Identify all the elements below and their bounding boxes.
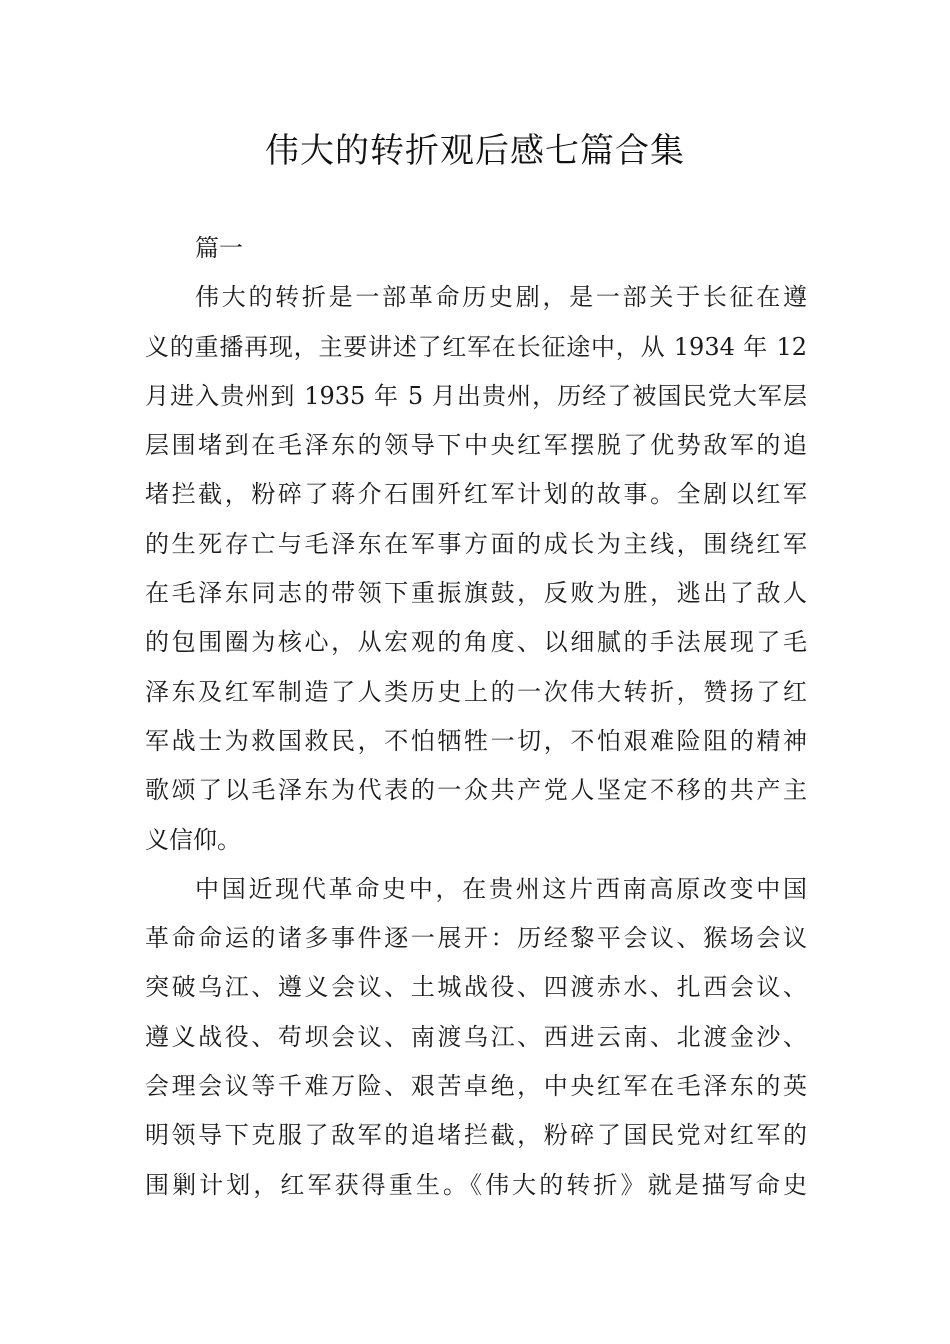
paragraph-line: 堵拦截，粉碎了蒋介石围歼红军计划的故事。全剧以红军 [145,480,807,509]
paragraph-line: 会理会议等千难万险、艰苦卓绝，中央红军在毛泽东的英 [145,1072,807,1101]
paragraph-line: 革命命运的诸多事件逐一展开：历经黎平会议、猴场会议 [145,924,807,953]
paragraph-line: 层围堵到在毛泽东的领导下中央红军摆脱了优势敌军的追 [145,431,807,460]
paragraph-line: 月进入贵州到 1935 年 5 月出贵州，历经了被国民党大军层 [145,381,807,410]
paragraph-line: 义的重播再现，主要讲述了红军在长征途中，从 1934 年 12 [145,332,807,361]
paragraph-line: 突破乌江、遵义会议、土城战役、四渡赤水、扎西会议、 [145,973,807,1002]
section-heading: 篇一 [195,234,243,262]
paragraph-line: 伟大的转折是一部革命历史剧，是一部关于长征在遵 [195,283,807,312]
paragraph-line: 义信仰。 [145,825,241,854]
paragraph-line: 围剿计划，红军获得重生。《伟大的转折》就是描写命史 [145,1170,807,1199]
document-title: 伟大的转折观后感七篇合集 [265,131,685,171]
paragraph-2 [145,865,807,1210]
document-body [145,224,807,1210]
paragraph-line: 遵义战役、苟坝会议、南渡乌江、西进云南、北渡金沙、 [145,1022,807,1051]
paragraph-line: 的生死存亡与毛泽东在军事方面的成长为主线，围绕红军 [145,529,807,558]
paragraph-line: 泽东及红军制造了人类历史上的一次伟大转折，赞扬了红 [145,677,807,706]
paragraph-line: 的包围圈为核心，从宏观的角度、以细腻的手法展现了毛 [145,628,807,657]
paragraph-line: 中国近现代革命史中，在贵州这片西南高原改变中国 [195,874,807,903]
paragraph-line: 明领导下克服了敌军的追堵拦截，粉碎了国民党对红军的 [145,1121,807,1150]
paragraph-1 [145,273,807,865]
paragraph-line: 歌颂了以毛泽东为代表的一众共产党人坚定不移的共产主 [145,776,807,805]
paragraph-line: 在毛泽东同志的带领下重振旗鼓，反败为胜，逃出了敌人 [145,579,807,608]
paragraph-line: 军战士为救国救民，不怕牺牲一切，不怕艰难险阻的精神 [145,726,807,755]
